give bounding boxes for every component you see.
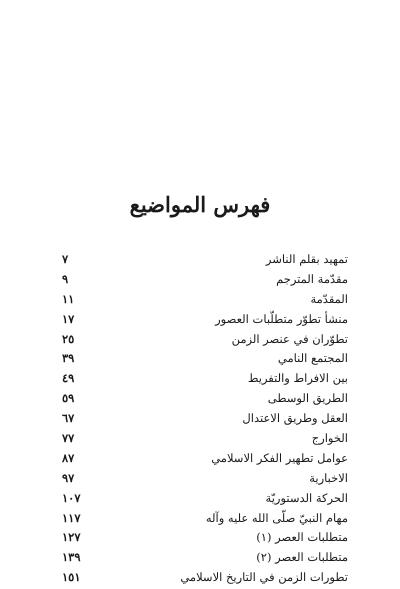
toc-entry-title: متطلبات العصر (٢) bbox=[256, 550, 348, 565]
toc-entry-page: ٧ bbox=[62, 252, 69, 266]
toc-entry-title: الطريق الوسطى bbox=[267, 391, 348, 406]
toc-entry-page: ٨٧ bbox=[62, 450, 75, 465]
toc-entry-page: ١٢٧ bbox=[62, 530, 81, 545]
toc-entry-title: الحركة الدستوريّة bbox=[265, 490, 348, 505]
toc-entry-title: تطوّران في عنصر الزمن bbox=[231, 331, 348, 346]
toc-entry-title: منشأ تطوّر متطلّبات العصور bbox=[215, 311, 348, 326]
toc-entry-title: مقدّمة المترجم bbox=[276, 271, 348, 286]
toc-entry-page: ١٥١ bbox=[62, 570, 81, 585]
toc-entry-title: بين الافراط والتفريط bbox=[247, 371, 348, 386]
toc-entry-page: ٩٧ bbox=[62, 470, 75, 485]
toc-row bbox=[62, 409, 348, 429]
toc-row bbox=[62, 489, 348, 509]
toc-entry-page: ٦٧ bbox=[62, 411, 75, 426]
toc-entry-page: ٢٥ bbox=[62, 331, 75, 346]
toc-row bbox=[62, 330, 348, 350]
toc-entry-page: ١١ bbox=[62, 291, 75, 306]
table-of-contents bbox=[62, 250, 348, 588]
toc-entry-title: تمهيد بقلم الناشر bbox=[265, 252, 348, 266]
toc-row bbox=[62, 250, 348, 270]
toc-row bbox=[62, 509, 348, 529]
toc-row bbox=[62, 290, 348, 310]
toc-entry-page: ٣٩ bbox=[62, 351, 75, 366]
toc-entry-title: العقل وطريق الاعتدال bbox=[242, 411, 348, 426]
toc-row bbox=[62, 310, 348, 330]
toc-row bbox=[62, 369, 348, 389]
toc-entry-page: ٤٩ bbox=[62, 371, 75, 386]
toc-entry-page: ١١٧ bbox=[62, 510, 81, 525]
toc-row bbox=[62, 349, 348, 369]
toc-entry-title: المقدّمة bbox=[310, 291, 348, 306]
toc-entry-page: ١٧ bbox=[62, 311, 75, 326]
toc-row bbox=[62, 270, 348, 290]
toc-row bbox=[62, 449, 348, 469]
toc-row bbox=[62, 568, 348, 588]
toc-row bbox=[62, 389, 348, 409]
toc-row bbox=[62, 469, 348, 489]
toc-row bbox=[62, 548, 348, 568]
toc-entry-page: ١٠٧ bbox=[62, 490, 81, 505]
toc-entry-title: متطلبات العصر (١) bbox=[256, 530, 348, 545]
page-title: فهرس المواضيع bbox=[129, 192, 271, 217]
toc-entry-page: ٩ bbox=[62, 271, 69, 286]
toc-entry-title: الاخبارية bbox=[309, 470, 348, 485]
toc-entry-title: المجتمع النامي bbox=[277, 351, 348, 366]
toc-entry-title: مهام النبيّ صلّى الله عليه وآله bbox=[205, 510, 348, 525]
toc-row bbox=[62, 528, 348, 548]
toc-entry-title: الخوارج bbox=[311, 431, 348, 446]
toc-row bbox=[62, 429, 348, 449]
toc-entry-title: تطورات الزمن في التاريخ الاسلامي bbox=[180, 570, 348, 585]
toc-entry-page: ٥٩ bbox=[62, 391, 75, 406]
toc-entry-page: ٧٧ bbox=[62, 431, 75, 446]
toc-entry-page: ١٣٩ bbox=[62, 550, 81, 565]
toc-entry-title: عوامل تطهير الفكر الاسلامي bbox=[211, 450, 348, 465]
